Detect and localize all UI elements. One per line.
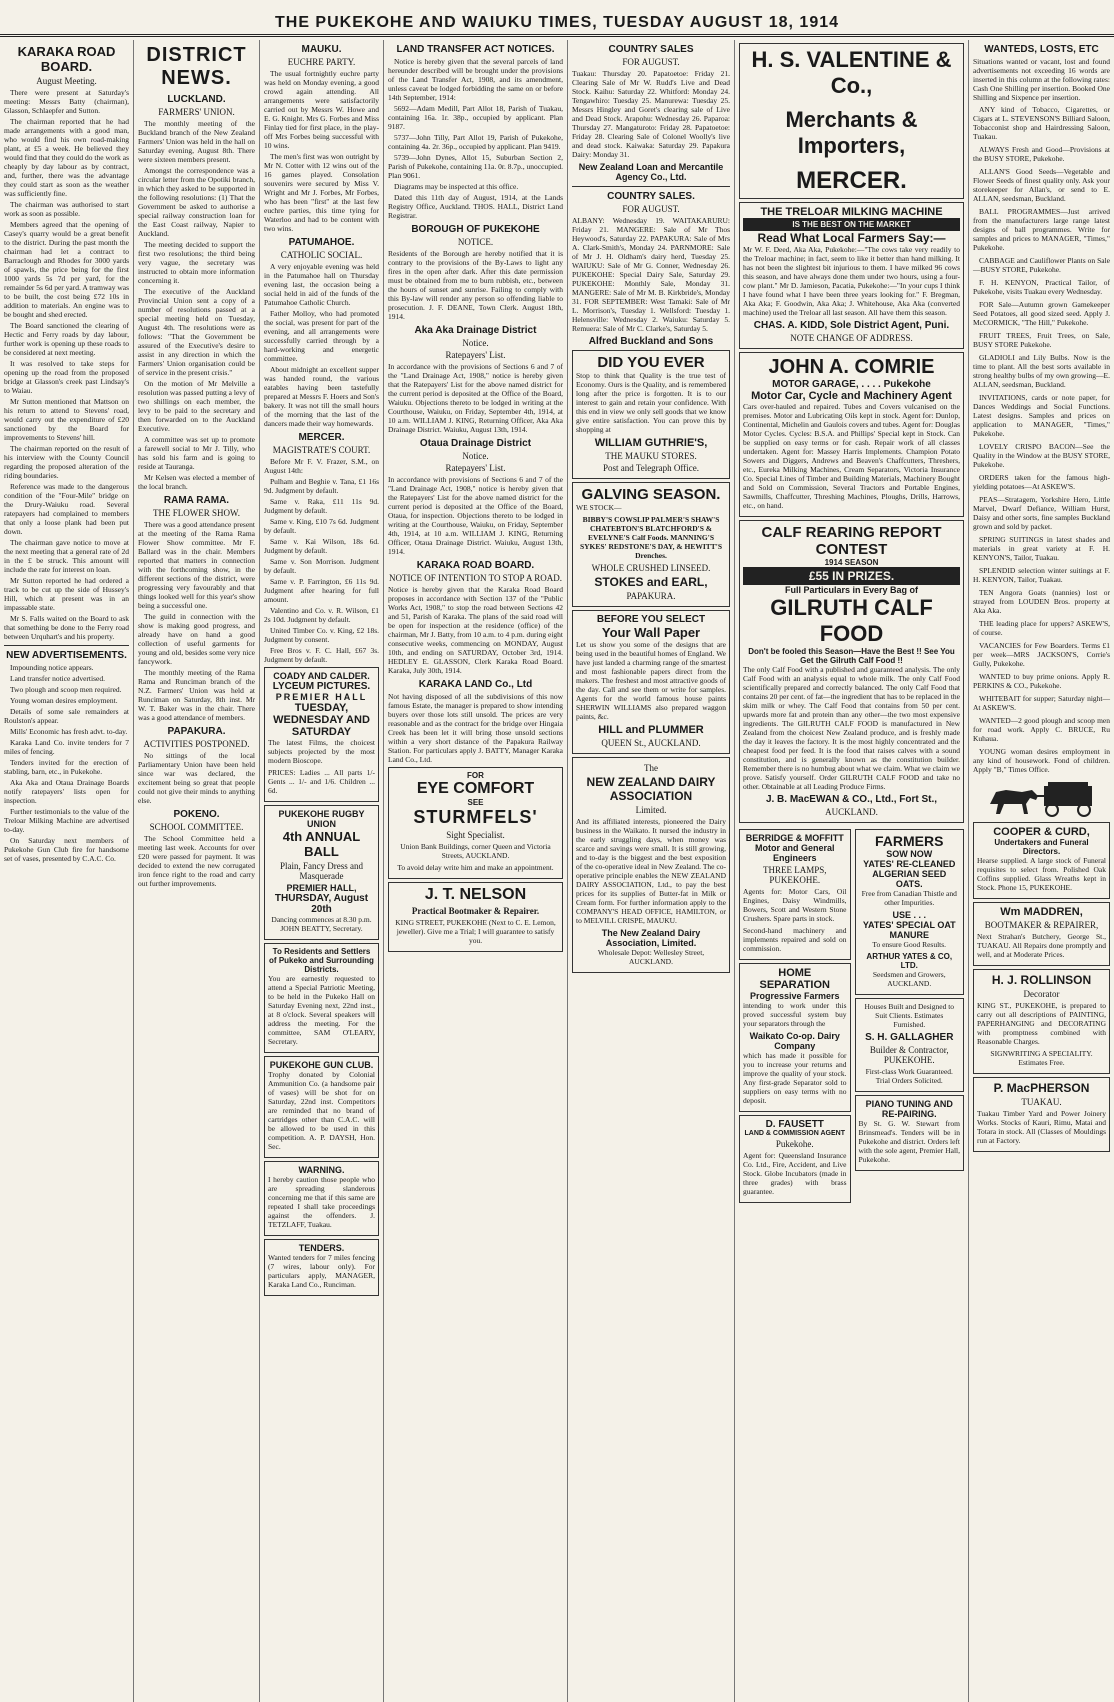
divider — [4, 645, 129, 646]
list-item: Tenders invited for the erection of stabling, barn, etc., in Pukekohe. — [4, 758, 129, 776]
paragraph: No sittings of the local Parliamentary Union have been held since war was declared, the excitement being so great that people could not give their minds to anything else. — [138, 751, 255, 805]
ad-big: YATES' SPECIAL OAT MANURE — [862, 920, 956, 940]
ad-text: Trophy donated by Colonial Ammunition Co. (a handsome pair of vases) will be shot for on Saturday, 22nd inst. Competitors are reminded that no brand of cartridges other than C.A.C. will be allowed to be used in this competition. A. P. DAYSH, Hon. Sec. — [268, 1070, 375, 1151]
paragraph: There were present at Saturday's meeting: Messrs Batty (chairman), Glasson, Schlaepfer and Sutton. — [4, 88, 129, 115]
new-ads-list — [4, 663, 129, 863]
ad-text: Houses Built and Designed to Suit Clients. Estimates Furnished. — [864, 1002, 955, 1029]
ad-heading: PIANO TUNING AND RE-PAIRING. — [865, 1099, 953, 1119]
berridge-ad — [739, 829, 851, 960]
paragraph: Free Bros v. F. C. Hall, £67 3s. Judgment by default. — [264, 646, 379, 664]
paragraph: Notice is hereby given that the several parcels of land hereunder described will be brought under the provisions of the Land Transfer Act, 1908, and its amendment, unless caveat be lodged forbidding the same on or before 14th September, 1914: — [388, 57, 563, 102]
paragraph: Diagrams may be inspected at this office. — [394, 182, 519, 191]
ad-heading: COADY AND CALDER. — [273, 671, 370, 681]
ad-text: You are earnestly requested to attend a Special Patriotic Meeting, to be held in the Pukeko Hall on Saturday Evening next, 22nd inst., at 8 o'clock. Several speakers will address the meeting. For the committee, SAM O'LEARY, Secretary. — [268, 974, 375, 1046]
ad-prices: PRICES: Ladies ... All parts 1/- Gents ... 1/- and 1/6. Children ... 6d. — [268, 768, 375, 795]
calving-season-ad — [572, 482, 730, 607]
ad-text: First-class Work Guaranteed. Trial Orders Solicited. — [865, 1067, 953, 1085]
nz-dairy-ad — [572, 757, 730, 973]
cooper-curd-ad — [973, 822, 1110, 899]
gun-club-ad — [264, 1056, 379, 1158]
list-item: VACANCIES for Few Boarders. Terms £1 per week—MRS JACKSON'S, Corrie's Gully, Pukekohe. — [973, 641, 1110, 668]
ad-heading: CALF REARING REPORT CONTEST — [761, 524, 942, 558]
ad-heading: PUKEKOHE GUN CLUB. — [269, 1060, 374, 1070]
ad-sub: NOTE CHANGE OF ADDRESS. — [790, 333, 913, 343]
ad-sub: Limited. — [635, 805, 667, 815]
ad-name: BERRIDGE & MOFFITT — [745, 833, 844, 843]
article-body: Not having disposed of all the subdivisions of this now famous Estate, the manager is prepared to show intending buyers over those lots still unsold. The prices are very reasonable and as the contract for the bridge over Hingaia Creek has been let it will bring those unsold sections within a very short distance of the Papakura Railway Station. For particulars apply J. BATTY, Manager Karaka Land Co., Ltd. — [388, 692, 563, 764]
paragraph: The monthly meeting of the Rama Rama and Runciman branch of the N.Z. Farmers' Union was held at Runciman on Saturday, 8th inst. Mr W. T. Baker was in the chair. There was a good attendance of members. — [138, 668, 255, 722]
ad-heading: GALVING SEASON. — [581, 486, 721, 503]
list-item: WHITEBAIT for supper; Saturday night—At ASKEW'S. — [973, 694, 1110, 712]
ad-big: Motor Car, Cycle and Machinery Agent — [751, 390, 952, 402]
section-heading: LUCKLAND. — [167, 94, 226, 105]
ad-sub: Builder & Contractor, PUKEKOHE. — [869, 1045, 949, 1065]
ad-sub: THREE LAMPS, PUKEKOHE. — [762, 865, 827, 885]
column-4 — [384, 40, 568, 1702]
ad-firm: Waikato Co-op. Dairy Company — [749, 1031, 840, 1051]
section-sub: NOTICE OF INTENTION TO STOP A ROAD. — [389, 573, 562, 583]
ad-text: Cars over-hauled and repaired. Tubes and Covers vulcanised on the premises. Motor and Lubricating Oils kept in stock. Agent for: Dunlop, Continental, Michelin and Gaulois covers and tubes. Agent for: Douglas Motor Cycles. Cycles: B.S.A. and Phillips' Special kept in Stock. Can be supplied on easy terms or for cash. Repair work of all classes undertaken. Agent for: Massey Harris Implements. Champion Potato Sowers and Diggers, Andrews and Beaven's Chaffcutters, Threshers, etc., Eureka Milking Machines, Cream Separators, Victoria Insurance Co. Special Lines of Timber and Building Materials, Machinery Bought and Sold on Commission, Several Tractors and Portable Engines, Sawmills, Chaffcutter, Threshing Machines, Ploughs, Drills, Harrows, etc., on hand. — [743, 402, 960, 510]
masthead — [0, 0, 1114, 37]
ad-text: intending to work under this proved successful system buy your separators through the — [743, 1001, 847, 1028]
article-body — [264, 69, 379, 233]
list-item: GLADIOLI and Lily Bulbs. Now is the time to plant. All the best sorts available in strong healthy bulbs of my own growing—E. ALLAN, seedsman, Buckland. — [973, 353, 1110, 389]
section-sub: FOR AUGUST. — [622, 57, 680, 67]
ad-text: Free from Canadian Thistle and other Impurities. — [861, 889, 957, 907]
ad-text: Let us show you some of the designs that are being used in the beautiful homes of England. We have just landed a charming range of the smartest and most fashionable papers direct from the makers. The freshest and most attractive goods of the day. Call and see them or write for samples. Agents for the world famous house paints SHERWIN WILLIAMS also prepared waggon paints, &c. — [576, 640, 726, 721]
mercer-heading: MERCER. — [298, 432, 345, 443]
paragraph: Mr Sutton reported he had ordered a track to be cut up the side of Hussey's Hill, which at present was in an impassable state. — [4, 576, 129, 612]
column-2 — [134, 40, 260, 1702]
list-item: Land transfer notice advertised. — [10, 674, 105, 683]
piano-ad — [855, 1095, 965, 1171]
paragraph: The guild in connection with the show is making good progress, and already have on hand a good collection of useful garments for young and old, besides some very nice fancywork. — [138, 612, 255, 666]
ad-sub: Plain, Fancy Dress and Masquerade — [280, 861, 363, 881]
list-item: LOVELY CRISPO BACON—See the Quality in the Window at the BUSY STORE, Pukekohe. — [973, 442, 1110, 469]
ad-sub: IS THE BEST ON THE MARKET — [743, 218, 960, 231]
list-item: INVITATIONS, cards or note paper, for Dances Weddings and Social Functions. Latest designs. Samples and prices on application to MANAGER, "Times," Pukekohe. — [973, 393, 1110, 438]
ad-line: USE . . . — [892, 910, 926, 920]
ad-name: S. H. GALLAGHER — [865, 1032, 954, 1043]
article-body: Notice is hereby given that the Karaka Road Board proposes in accordance with Section 137 of the "Public Works Act, 1908," to stop the road between Sections 42 and 51, Parish of Karaka. The plans of the said road will be open for inspection at the residence (office) of the chairman, Mr J. Batty, from 10 a.m. to 4 p.m. during eight consecutive weeks, commencing on MONDAY, August 10th, and ending on SATURDAY, October 3rd, 1914. HEDLEY E. GLASSON, Clerk Karaka Road Board. Karaka, July 30th, 1914. — [388, 585, 563, 675]
ad-big: 4th ANNUAL BALL — [282, 829, 361, 859]
list-item: On Saturday next members of Pukekohe Gun Club fire for handsome set of vases, presented by C.A.C. Co. — [4, 836, 129, 863]
paragraph: Reference was made to the dangerous condition of the "Four-Mile" bridge on the Drury-Waiuku road. Several ratepayers had complained to members that only a loose plank had been put down. — [4, 482, 129, 536]
paragraph: It was resolved to take steps for opening up the road from the proposed bridge at Glasson's creek past Lindsay's to Waiau. — [4, 359, 129, 395]
section-sub: FOR AUGUST. — [622, 204, 680, 214]
karaka-article-body — [4, 88, 129, 641]
list-item: Further testimonials to the value of the Treloar Milking Machine are advertised to-day. — [4, 807, 129, 834]
ad-agent: CHAS. A. KIDD, Sole District Agent, Puni. — [753, 320, 950, 331]
column-3 — [260, 40, 384, 1702]
list-item: Aka Aka and Otaua Drainage Boards notify ratepayers' lists open for inspection. — [4, 778, 129, 805]
paragraph: The chairman reported that he had made arrangements with a good man, who would find his own road-making plant, at £5 a week. He believed they would find that they could do the work as cheaply by day labour as by contract, and, further, there was the advantage they could start as soon as the weather was sufficiently fine. — [4, 117, 129, 198]
ad-sub: Decorator — [1023, 989, 1060, 999]
ad-date: THURSDAY, August 20th — [274, 893, 369, 915]
column-1 — [0, 40, 134, 1702]
list-item: PEAS—Stratagem, Yorkshire Hero, Little Marvel, Dwarf Defiance, William Hurst, Daisy and other sorts, fine samples Buckland grown and sold by packet. — [973, 495, 1110, 531]
paragraph: Amongst the correspondence was a circular letter from the Opotiki branch, in which they asked to be supported in the following resolutions: (1) That the Government be asked to authorise a special railway construction loan for the East Coast railway, Napier to Auckland. — [138, 166, 255, 238]
ad-heading: TENDERS. — [298, 1243, 345, 1253]
tenders-ad — [264, 1239, 379, 1296]
ad-text: Stop to think that Quality is the true test of Economy. Ours is the Quality, and is remembered long after the price is forgotten. It is to our interest to gain and retain your confidence. With this end in view we only sell goods that we know give entire satisfaction. You can prove this by shopping at — [576, 371, 726, 434]
paragraph: Pulham and Beghie v. Tana, £1 16s 9d. Judgment by default. — [264, 477, 379, 495]
district-news-heading: DISTRICT NEWS. — [146, 44, 247, 89]
sales-list: ALBANY: Wednesday 19. WAITAKARURU: Friday 21. MANGERE: Sale of Mr Thos Heywood's, Saturday 22. PAPAKURA: Sale of Mrs A. Clark-Smith's, Monday 24. PARNMORE: Sale of Mr J. H. Oldham's dairy herd, Tuesday 25. WAIUKU: Sale of Mr G. Conner, Wednesday 26. PUKEKOHE: Special Dairy Sale, Saturday 29. PUKEKOHE: Monthly Sale, Monday 31. MANGERE: Sale of Mr M. B. Kirkbride's, Monday 31. FOR SEPTEMBER: West Tamaki: Sale of Mr L. Morrison's, Tuesday 1. Wellsford: Tuesday 1. Helensville: Wednesday 2. Waiuku: Saturday 5. Remuera: Sale of Mr C. Clarke's, Saturday 5. — [572, 216, 730, 333]
article-body — [138, 119, 255, 491]
ad-sub: THE MAUKU STORES. — [605, 451, 697, 461]
paragraph: United Timber Co. v. King, £2 18s. Judgment by consent. — [264, 626, 379, 644]
section-sub: THE FLOWER SHOW. — [153, 508, 240, 518]
paragraph: 5739—John Dynes, Allot 15, Suburban Section 2, Parish of Pukekohe, containing 11a. 0r. 8.7p., unoccupied. Plan 9061. — [388, 153, 563, 180]
patumahoe-heading: PATUMAHOE. — [288, 237, 355, 248]
karaka-land-heading: KARAKA LAND Co., Ltd — [418, 679, 533, 690]
ad-text: The only Calf Food with a published and guaranteed analysis. The only Calf Food with an analysis equal to whole milk. The only Calf Food scientifically prepared and correctly balanced. The only Calf Food that contains 20 per cent. of fat—the ingredient that has to be replaced in the skim milk or whey. The Calf Food that contains from 50 per cent. upwards more fat and protein than any other—the two most expensive ingredients. The GILRUTH CALF FOOD is manufactured in New Zealand from the choicest New Zealand produce, and is freshly made the day it leaves the factory. It is the most highly concentrated and the cheapest food per feed. It is the food that raises calves with a sound constitution, and is generally known as the constitution builder. Remember there is no humbug about what we claim. What we claim we prove. Satisfy yourself. Order GILRUTH CALF FOOD and take no other. Obtainable at all Leading Produce Firms. — [743, 665, 960, 791]
ad-firm: HILL and PLUMMER — [598, 724, 704, 736]
paragraph: Father Molloy, who had promoted the social, was present for part of the evening, and all arrangements were successfully carried through by a hard-working and energetic committee. — [264, 309, 379, 363]
paragraph: About midnight an excellent supper was handed round, the various eatables having been tastefully prepared at Messrs F. Hoers and Son's bakery. It was not till the small hours of the morning that the last of the dancers made their way homewards. — [264, 365, 379, 428]
ad-prize: £55 IN PRIZES. — [743, 567, 960, 585]
column-7 — [969, 40, 1114, 1702]
borough-heading: BOROUGH OF PUKEKOHE — [411, 224, 540, 235]
country-sales-heading: COUNTRY SALES — [608, 44, 694, 55]
ad-text: Agent for: Queensland Insurance Co. Ltd., Fire, Accident, and Live Stock. Globe Incubators (made in three grades) with brass guarantee. — [743, 1151, 847, 1196]
mauku-heading: MAUKU. — [301, 44, 342, 55]
article-body: Residents of the Borough are hereby notified that it is contrary to the provisions of the By-Laws to light any fires in the open after dark. After this date permission must be obtained from me to burn rubbish, etc., between the hours of sunset and sunrise. Failing to comply with this By-law will render any person so offending liable to prosecution. J. F. DEANE, Town Clerk. August 18th, 1914. — [388, 249, 563, 321]
gallagher-ad — [855, 998, 965, 1092]
ad-text: SIGNWRITING A SPECIALITY. Estimates Free. — [990, 1049, 1093, 1067]
paragraph: The usual fortnightly euchre party was held on Monday evening, a good crowd again attending. All arrangements were satisfactorily carried out by Messrs W. Howe and E. G. Knight. Mrs G. Forbes and Miss Finlay tied for first place, in the play-off Mrs Forbes being successful with 10 wins. — [264, 69, 379, 150]
list-item: ANY kind of Tobacco, Cigarettes, or Cigars at L. STEVENSON'S Billiard Saloon, Tobacconist shop and Hairdressing Saloon, Tuakau. — [973, 105, 1110, 141]
fausett-ad — [739, 1115, 851, 1203]
lyceum-pictures-ad — [264, 667, 379, 802]
ad-big: Merchants & Importers, — [785, 107, 918, 158]
list-item: CABBAGE and Cauliflower Plants on Sale—BUSY STORE, Pukekohe. — [973, 256, 1110, 274]
ad-text: I hereby caution those people who are spreading slanderous concerning me that if this same are repeated I shall take proceedings against the offenders. J. TETZLAFF, Tuakau. — [268, 1175, 375, 1229]
ad-sub: Don't be fooled this Season—Have the Best !! See You Get the Gilruth Calf Food !! — [748, 647, 955, 665]
ad-text: WE STOCK— — [576, 503, 622, 512]
ad-text: The latest Films, the choicest subjects projected by the most modern Bioscope. — [268, 738, 375, 765]
article-body — [138, 520, 255, 722]
section-sub: EUCHRE PARTY. — [287, 57, 356, 67]
paragraph: The School Committee held a meeting last week. Accounts for over £20 were passed for payment. It was decided to extend the new corrugated iron fence right to the road and carry out further improvements. — [138, 834, 255, 888]
list-item: Young woman desires employment. — [10, 696, 118, 705]
wall-paper-ad — [572, 610, 730, 754]
land-transfer-heading: LAND TRANSFER ACT NOTICES. — [396, 44, 555, 55]
ad-line: PREMIER HALL — [275, 692, 368, 702]
paragraph: Valentino and Co. v. R. Wilson, £1 2s 10d. Judgment by default. — [264, 606, 379, 624]
list-item: Two plough and scoop men required. — [10, 685, 122, 694]
paragraph: Same v. Kai Wilson, 18s 6d. Judgment by default. — [264, 537, 379, 555]
paragraph: Same v. King, £10 7s 6d. Judgment by default. — [264, 517, 379, 535]
ad-sub: The — [644, 763, 658, 773]
ad-sub: SOW NOW — [886, 849, 933, 859]
ad-big: EYE COMFORT — [416, 780, 535, 797]
ad-text: Wholesale Depot: Wellesley Street, AUCKLAND. — [597, 948, 705, 966]
karaka-road-board-notice-heading: KARAKA ROAD BOARD. — [416, 560, 535, 571]
ad-text: Next Strahan's Butchery, George St., TUAKAU. All Repairs done promptly and well, and at Moderate Prices. — [977, 932, 1106, 959]
rollinson-ad — [973, 969, 1110, 1074]
ad-text: KING ST., PUKEKOHE, is prepared to carry out all descriptions of PAINTING, PAPERHANGING and DECORATING with promptness combined with Reasonable Charges. — [977, 1001, 1106, 1046]
firm-name: New Zealand Loan and Mercantile Agency Co., Ltd. — [578, 162, 724, 182]
ad-text: To ensure Good Results. — [872, 940, 947, 949]
ad-firm: The New Zealand Dairy Association, Limited. — [601, 928, 701, 948]
divider — [572, 186, 730, 187]
ad-name: P. MacPHERSON — [993, 1081, 1090, 1095]
ad-text: Mr W. F. Deed, Aka Aka, Pukekohe:—"The cows take very readily to the Treloar machine; in fact, seem to like it better than hand milking. It has not been the slightest bit injurious to them. I have milked 96 cows this season, and have always done them under two hours, using a four-cow plant." Mr D. Jamieson, Pacatia, Pukekohe:—"In your cups I think I have found what I have been three years looking for." F. Bregman, Aka Aka; F. Goodwin, Aka Aka; J. Whitehouse, Aka Aka (converted machine) used the Treloar all last season. All have them this season. — [743, 245, 960, 317]
rugby-ball-ad — [264, 805, 379, 940]
ad-big: YATES' RE-CLEANED ALGERIAN SEED OATS. — [863, 859, 956, 889]
section-sub: NOTICE. — [457, 237, 494, 247]
list-item: Karaka Land Co. invite tenders for 7 miles of fencing. — [4, 738, 129, 756]
paragraph: There was a good attendance present at the meeting of the Rama Rama Flower Show committee. Mr F. Ballard was in the chair. Members reported that matters in connection with the forthcoming show, in the different sections of the district, were progressing very favourably and that things looked well for this year's show being a successful one. — [138, 520, 255, 610]
ad-heading: HOME SEPARATION — [759, 967, 830, 991]
ads-subcol-right — [855, 826, 965, 1206]
list-item: YOUNG woman desires employment in any kind of housework. Fond of children. Apply "B," Times Office. — [973, 747, 1110, 774]
paragraph: Mr S. Falls waited on the Board to ask that something be done to the Ferry road between Urquhart's and his property. — [4, 614, 129, 641]
list-item: WANTED to buy prime onions. Apply R. PERKINS & CO., Pukekohe. — [973, 672, 1110, 690]
country-sales-heading: COUNTRY SALES. — [607, 191, 695, 202]
list-item: Mills' Economic has fresh advt. to-day. — [10, 727, 128, 736]
paragraph: Mr Sutton mentioned that Mattson on his return to attend to Stevens' road, would carry out the expenditure of £20 sanctioned by the Board for improvements to Stevens' hill. — [4, 397, 129, 442]
paragraph: The chairman gave notice to move at the next meeting that a general rate of 2d in the £ be struck. This amount will include the rate for interest on loan. — [4, 538, 129, 574]
paragraph: 5692—Adam Medill, Part Allot 18, Parish of Tuakau, containing 16a. 1r. 38p., occupied by applicant. Plan 9187. — [388, 104, 563, 131]
ad-sub: TUAKAU. — [1021, 1097, 1062, 1107]
ad-text: And its affiliated interests, pioneered the Dairy business in the Waikato. It nursed the industry in the early struggling days, when money was scarce and savings were small. It is still growing, and to-day is the biggest and the best exposition of the co-operative ideal in New Zealand. The co-operative principle enables the NEW ZEALAND DAIRY ASSOCIATION, Ltd., to pay the best prices for its supplies of Butter-fat in Milk or Cream form. For further information apply to the COMPANY'S HEAD OFFICE, HAMILTON, or to MELVILL CRISPE, MAUKU. — [576, 817, 726, 925]
ad-heading: To Residents and Settlers of Pukeko and Surrounding Districts. — [269, 947, 374, 974]
ad-line: SEE — [467, 798, 484, 807]
ad-sub: Progressive Farmers — [749, 991, 840, 1001]
list-item: THE leading place for uppers? ASKEW'S, of course. — [973, 619, 1110, 637]
masthead-title: THE PUKEKOHE AND WAIUKU TIMES, TUESDAY AUGUST 18, 1914 — [274, 14, 840, 31]
patriotic-meeting-ad — [264, 943, 379, 1053]
article-body — [138, 751, 255, 805]
paragraph: The chairman reported on the result of his interview with the County Council regarding the proposed alteration of the riding boundaries. — [4, 444, 129, 480]
ads-row — [739, 826, 964, 1206]
ad-items: BIBBY'S COWSLIP PALMER'S SHAW'S CHATEBTON'S BLATCHFORD'S & EVELYNE'S Calf Foods. MANNING'S SYKES' REDSTONE'S DAY, & HEWITT'S Drenches. — [579, 515, 723, 560]
paragraph: A very enjoyable evening was held in the Patumahoe hall on Thursday evening last, the occasion being a social held in aid of the funds of the Patumahoe Catholic Church. — [264, 262, 379, 307]
list-item: TEN Angora Goats (nannies) lost or strayed from LOUDEN Bros. property at Aka Aka. — [973, 588, 1110, 615]
august-meeting-sub: August Meeting. — [36, 76, 97, 86]
ad-date: TUESDAY, WEDNESDAY AND SATURDAY — [273, 702, 370, 738]
section-sub: Ratepayers' List. — [445, 350, 506, 360]
otaua-heading: Otaua Drainage District — [419, 438, 532, 449]
ad-text: Second-hand machinery and implements repaired and sold on commission. — [743, 926, 847, 953]
paragraph: Mr Kelsen was elected a member of the local branch. — [138, 473, 255, 491]
list-item: ALWAYS Fresh and Good—Provisions at the BUSY STORE, Pukekohe. — [973, 145, 1110, 163]
ad-name: Wm MADDREN, — [1000, 906, 1083, 918]
section-heading: POKENO. — [173, 809, 220, 820]
ad-sub: Full Particulars in Every Bag of — [784, 585, 919, 595]
paragraph: The Board sanctioned the clearing of Hectic and Ferry roads by day labour, further work is opening up these roads to be considered at next meeting. — [4, 321, 129, 357]
list-item: ORDERS taken for the famous high-yielding potatoes—At ASKEW'S. — [973, 473, 1110, 491]
section-sub: Ratepayers' List. — [445, 463, 506, 473]
section-sub: SCHOOL COMMITTEE. — [149, 822, 244, 832]
section-sub: ACTIVITIES POSTPONED. — [143, 739, 250, 749]
ad-text: which has made it possible for you to increase your returns and improve the quality of your stock. Any first-grade Separator sold to suppliers on easy terms with no deposit. — [743, 1051, 847, 1105]
valentine-ad — [739, 43, 964, 199]
ad-heading: DID YOU EVER — [597, 354, 705, 371]
ad-big: GILRUTH CALF FOOD — [770, 595, 933, 646]
column-5 — [568, 40, 735, 1702]
ad-line: FOR — [467, 771, 484, 780]
ad-sub: Sight Specialist. — [446, 830, 505, 840]
ad-text: Dancing commences at 8.30 p.m. JOHN BEATTY, Secretary. — [271, 915, 372, 933]
ad-sub: Post and Telegraph Office. — [602, 463, 699, 473]
ad-sub: Pukekohe. — [775, 1139, 814, 1149]
maddren-ad — [973, 902, 1110, 966]
list-item: SPLENDID selection winter suitings at F. H. KENYON, Tailor, Tuakau. — [973, 566, 1110, 584]
macpherson-ad — [973, 1077, 1110, 1152]
ad-firm: WILLIAM GUTHRIE'S, — [594, 437, 708, 449]
paragraph: Before Mr F. V. Frazer, S.M., on August 14th: — [264, 457, 379, 475]
ad-big: Motor and General Engineers — [754, 843, 835, 863]
ad-text: Union Bank Buildings, corner Queen and Victoria Streets, AUCKLAND. — [400, 842, 551, 860]
list-item: F. H. KENYON, Practical Tailor, of Pukekohe, visits Tuakau every Wednesday. — [973, 278, 1110, 296]
list-item: Impounding notice appears. — [10, 663, 94, 672]
yates-ad — [855, 829, 965, 995]
ad-text: Agents for: Motor Cars, Oil Engines, Daisy Windmills, Bowers, Scott and Western Stone Crushers. Spare parts in stock. — [743, 887, 847, 923]
new-advertisements-heading: NEW ADVERTISEMENTS. — [6, 650, 127, 661]
ad-name: COOPER & CURD, — [993, 826, 1090, 838]
ad-name: JOHN A. COMRIE — [768, 356, 935, 378]
aka-aka-heading: Aka Aka Drainage District — [414, 325, 537, 336]
ad-firm: ARTHUR YATES & CO, LTD. — [866, 952, 953, 970]
firm-name: Alfred Buckland and Sons — [588, 336, 714, 347]
list-item: FOR Sale—Autumn grown Gamekeeper Seed Potatoes, all good sized seed. Apply J. McCORMICK, "The Hill," Pukekohe. — [973, 300, 1110, 327]
horse-drawn-hearse-icon — [982, 778, 1102, 818]
ad-sub: Undertakers and Funeral Directors. — [994, 838, 1089, 856]
paragraph: The chairman was authorised to start work as soon as possible. — [4, 200, 129, 218]
nelson-ad — [388, 882, 563, 952]
list-item: Details of some sale remainders at Roulston's appear. — [4, 707, 129, 725]
list-item: WANTED—2 good plough and scoop men for road work. Apply C. BRUCE, Ru Kuhaua. — [973, 716, 1110, 743]
ad-sub: LAND & COMMISSION AGENT — [744, 1130, 845, 1137]
article-body — [264, 262, 379, 428]
ad-name: STURMFELS' — [413, 807, 538, 827]
paragraph: Same v. Son Morrison. Judgment by default. — [264, 557, 379, 575]
sales-list: Tuakau: Thursday 20. Papatoetoe: Friday 21. Clearing Sale of Mr W. Rudd's Live and Dead Stock. Kaihu: Saturday 22. Whitford: Monday 24. Tengawhiro: Tuesday 25. Manurewa: Tuesday 25. Messrs Hingley and Goret's clearing sale of Live and Dead Stock. Arapohu: Wednesday 26. Paparoa: Thursday 27. Mangaturoto: Friday 28. Papatoetoe: Friday 28. Clearing Sale of Colonel Woolly's live and dead stock. Kaiwaka: Saturday 29. Papakura Dairy: Monday 31. — [572, 69, 730, 159]
ad-text: Hearse supplied. A large stock of Funeral requisites to select from. Polished Oak Coffins supplied. Glass Wreaths kept in Stock. Phone 15, PUKEKOHE. — [977, 856, 1106, 892]
list-item: FRUIT TREES, Fruit Trees, on Sale, BUSY STORE Pukekohe. — [973, 331, 1110, 349]
ad-text: KING STREET, PUKEKOHE (Next to C. E. Lemon, jeweller). Give me a Trial; I will guarantee to satisfy you. — [395, 918, 556, 945]
ad-text: Tuakau Timber Yard and Power Joinery Works. Stocks of Kauri, Rimu, Matai and Totara in stock. All (Classes of Mouldings run at Factory. — [977, 1109, 1106, 1145]
ad-sub: PAPAKURA. — [626, 591, 676, 601]
paragraph: The meeting decided to support the first two resolutions; the third being very vague, the secretary was instructed to obtain more information concerning it. — [138, 240, 255, 285]
ad-text: Wanted tenders for 7 miles fencing (7 wires, labour only). For particulars apply, MANAGER, Karaka Land Co., Runciman. — [268, 1253, 375, 1289]
section-sub: CATHOLIC SOCIAL. — [280, 250, 363, 260]
ad-name: H. J. ROLLINSON — [991, 973, 1092, 987]
article-body — [264, 457, 379, 664]
ad-heading: NEW ZEALAND DAIRY ASSOCIATION — [586, 775, 716, 803]
guthrie-ad — [572, 350, 730, 479]
section-sub: MAGISTRATE'S COURT. — [272, 445, 371, 455]
ad-firm: J. B. MacEWAN & CO., Ltd., Fort St., — [765, 794, 938, 805]
home-separation-ad — [739, 963, 851, 1112]
ad-heading: BEFORE YOU SELECT — [596, 614, 706, 625]
section-heading: RAMA RAMA. — [163, 495, 230, 506]
ad-text: By St. G. W. Stewart from Brinsmead's. Tenders will be in Pukekohe and district. Orders left with the sole agent, Premier Hall, Pukekohe. — [858, 1119, 960, 1164]
paragraph: Same v. P. Farrington, £6 11s 9d. Judgment after hearing for full amount. — [264, 577, 379, 604]
paragraph: The men's first was won outright by Mr N. Cotter with 12 wins out of the 16 games played. Consolation souvenirs were secured by Miss V. Wright and Mr J. Forbes, Mr Forbes, who has been "first" at the last few euchre parties, this time tying for Waterloo and had to be content with two wins. — [264, 152, 379, 233]
paragraph: 5737—John Tilly, Part Allot 19, Parish of Pukekohe, containing 4a. 2r. 36p., occupied by applicant. Plan 9419. — [388, 133, 563, 151]
gilruth-ad — [739, 520, 964, 823]
list-item: BALL PROGRAMMES—Just arrived from the manufacturers large range latest designs of ball programmes. Write for samples and prices to MANAGER, "Times," Pukekohe. — [973, 207, 1110, 252]
ad-firm: STOKES and EARL, — [594, 575, 708, 589]
list-item: SPRING SUITINGS in latest shades and materials in great variety at F. H. KENYON'S, Tailor, Tuakau. — [973, 535, 1110, 562]
paragraph: The executive of the Auckland Provincial Union sent a copy of a number of resolutions passed at a special meeting held on Tuesday, August 4th. The resolutions were as follows: "That the Government be assured of the Executive's desire to assist in any direction in which the Farmers' Union organisation could be of service in the present crisis." — [138, 287, 255, 377]
ad-heading: PUKEKOHE RUGBY UNION — [278, 809, 365, 829]
ad-text: To avoid delay write him and make an appointment. — [397, 863, 554, 872]
section-heading: PAPAKURA. — [167, 726, 226, 737]
karaka-road-board-heading: KARAKA ROAD BOARD. — [17, 44, 116, 74]
comrie-ad — [739, 352, 964, 517]
paragraph: On the motion of Mr Melville a resolution was passed putting a levy of two shillings on each member, the levy to be paid to the secretary and then forwarded on to the Auckland Executive. — [138, 379, 255, 433]
ad-heading: FARMERS — [875, 833, 944, 849]
section-sub: Notice. — [462, 338, 489, 348]
article-body: In accordance with provisions of Sections 6 and 7 of the "Land Drainage Act, 1908," notice is hereby given that the Ratepayers' List for the above named district for the current period is deposited at the Office of the Board, Otaua, for inspection. Objections thereto to be lodged in writing at the Courthouse, Waiuku, on Friday, September 4th, 1914, at 10 a.m. WILLIAM J. KING, Returning Officer, Otaua Drainage District. Waiuku, August 13th, 1914. — [388, 475, 563, 556]
section-sub: Notice. — [462, 451, 489, 461]
paragraph: Same v. Raka, £11 11s 9d. Judgment by default. — [264, 497, 379, 515]
ad-heading: THE TRELOAR MILKING MACHINE — [760, 206, 943, 218]
wanteds-list — [973, 105, 1110, 774]
ad-name: H. S. VALENTINE & Co., — [751, 47, 952, 98]
ad-big: Your Wall Paper — [601, 625, 701, 640]
ads-subcol-left — [739, 826, 851, 1206]
article-body: In accordance with the provisions of Sections 6 and 7 of the "Land Drainage Act, 1908," notice is hereby given that the Ratepayers' List for the above named district for the current period is deposited at the Office of the Board, Waiuku. Objections thereto to be lodged in writing at the Courthouse, Waiuku, on Friday, September 4th, 1914, at 10 a.m. WILLIAM J. KING, Returning Officer, Aka Aka Drainage District. Waiuku, August 13th, 1914. — [388, 362, 563, 434]
sturmfels-ad — [388, 767, 563, 879]
ad-name: D. FAUSETT — [765, 1119, 824, 1130]
ad-heading: WARNING. — [298, 1165, 345, 1175]
ad-name: J. T. NELSON — [424, 886, 527, 903]
ad-text: Seedsmen and Growers, AUCKLAND. — [872, 970, 946, 988]
ad-sub: LYCEUM PICTURES. — [272, 681, 371, 692]
ad-place: MERCER. — [796, 167, 907, 194]
article-body — [388, 57, 563, 220]
ad-sub: AUCKLAND. — [825, 807, 878, 817]
ad-sub: BOOTMAKER & REPAIRER, — [984, 920, 1099, 930]
treloar-ad — [739, 202, 964, 349]
list-item: ALLAN'S Good Seeds—Vegetable and Flower Seeds of finest quality only. Ask your storekeeper for Allan's, or send to E. ALLAN, seedsman, Buckland. — [973, 167, 1110, 203]
ad-sub: QUEEN St., AUCKLAND. — [601, 738, 701, 748]
ad-season: 1914 SEASON — [824, 558, 879, 567]
ad-sub: MOTOR GARAGE, . . . . Pukekohe — [772, 379, 931, 390]
paragraph: The monthly meeting of the Buckland branch of the New Zealand Farmers' Union was held in the hall on Saturday evening, August 8th. There were sixteen members present. — [138, 119, 255, 164]
column-6 — [735, 40, 969, 1702]
wanteds-heading: WANTEDS, LOSTS, ETC — [984, 44, 1099, 55]
paragraph: Members agreed that the opening of Casey's quarry would be a great benefit to the district. During the past month the chairman had let a contract to Barraclough and Rhodes for 3000 yards of spawls, the price being for the first 1000 yards 5s 7d per yard, for the remainder 5s 6d per yard. A tramway was to be built, the cost being £72 10s in addition to materials. An engine was to be bought and shed erected. — [4, 220, 129, 319]
wanteds-intro: Situations wanted or vacant, lost and found advertisements not exceeding 16 words are inserted in this column at the following rates: Cash One Shilling per insertion. Booked One Shilling and Sixpence per insertion. — [973, 57, 1110, 102]
ad-sub: WHOLE CRUSHED LINSEED. — [591, 563, 711, 573]
ad-read: Read What Local Farmers Say:— — [757, 231, 946, 245]
warning-ad — [264, 1161, 379, 1236]
ad-sub: Practical Bootmaker & Repairer. — [411, 906, 540, 916]
ad-hall: PREMIER HALL, — [286, 883, 357, 893]
section-sub: FARMERS' UNION. — [158, 107, 235, 117]
article-body — [138, 834, 255, 888]
paragraph: A committee was set up to promote a farewell social to Mr J. Tilly, who has sold his farm and is going to reside at Tauranga. — [138, 435, 255, 471]
paragraph: Dated this 11th day of August, 1914, at the Lands Registry Office, Auckland. THOS. HALL, District Land Registrar. — [388, 193, 563, 220]
